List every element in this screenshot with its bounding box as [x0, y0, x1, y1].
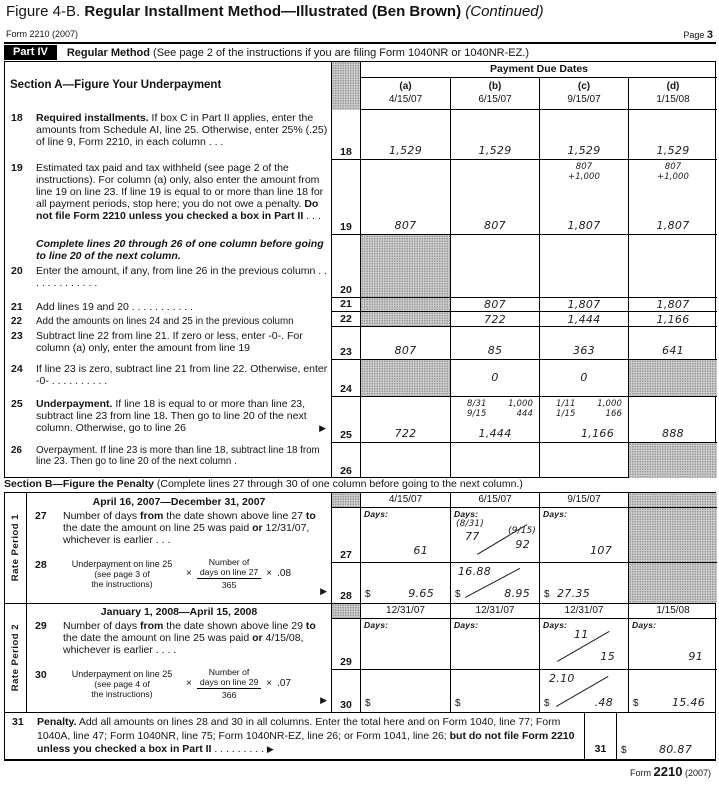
rp1-date-a: 4/15/07	[388, 494, 423, 505]
line-27-text: Number of days from the date shown above line 27 to the date the amount on line 25 was paid or 12/31/07, whichever is earlier . . .	[63, 510, 316, 546]
rate-period-1-block	[4, 492, 716, 603]
part-iv-bar	[4, 42, 716, 62]
cell-23b: 85	[450, 327, 539, 359]
cell-21c: 1,807	[539, 298, 628, 311]
cell-26b	[450, 443, 539, 478]
columns-note	[5, 238, 328, 262]
cell-18c: 1,529	[539, 110, 628, 159]
pointer-icon: ▶	[319, 423, 326, 433]
cell-20d	[628, 235, 717, 297]
line-28-fraction: Number of days on line 27 365	[197, 557, 261, 590]
row-number-cell: 22	[331, 312, 361, 326]
cell-18d: 1,529	[628, 110, 717, 159]
line-27-description	[27, 510, 327, 546]
line-25-text: Underpayment. If line 18 is equal to or more than line 23, subtract line 23 from line 18. Then go to line 20 of the next column. Otherwise, go to line 26	[36, 398, 307, 434]
cell-25c-annotation: 1/11 1,000 1/15 166	[556, 399, 622, 419]
cell-28b: 16.88 $ 8.95	[450, 563, 539, 603]
part-iv-badge: Part IV	[4, 45, 57, 60]
days-label: Days:	[454, 620, 479, 630]
table-row-20	[331, 235, 717, 298]
row-number-cell: 21	[331, 298, 361, 311]
row-number-cell: 18	[331, 110, 361, 159]
part-iv-name: Regular Method	[66, 46, 150, 59]
shaded-cell	[331, 62, 361, 110]
days-label: Days:	[364, 509, 389, 519]
rate-period-2-strip	[5, 604, 27, 712]
line-21-text: Add lines 19 and 20 . . . . . . . . . . .	[36, 301, 194, 313]
cell-20b	[450, 235, 539, 297]
cell-19d: 807 +1,000 1,807	[628, 160, 717, 234]
rate-period-2-label: Rate Period 2	[10, 624, 21, 692]
column-headers	[361, 78, 717, 110]
dollar-sign: $	[365, 589, 371, 600]
part-iv-note: (See page 2 of the instructions if you are filing Form 1040NR or 1040NR-EZ.)	[153, 46, 530, 59]
rate-period-2-block	[4, 603, 716, 712]
line-20-number: 20	[11, 265, 23, 277]
columns-note-text: Complete lines 20 through 26 of one column before going to line 20 of the next column.	[36, 238, 324, 262]
cell-29d: Days: 91	[628, 619, 717, 669]
shaded-cell	[361, 360, 450, 396]
line-29-text: Number of days from the date shown above line 29 to the date the amount on line 25 was paid or 4/15/08, whichever is earlier . . . .	[63, 620, 316, 656]
line-18-number: 18	[11, 112, 23, 124]
rate-period-2-descriptions	[27, 604, 331, 712]
rate-period-2-range: January 1, 2008—April 15, 2008	[100, 606, 258, 618]
line-21-description	[5, 301, 328, 313]
cell-25d: 888	[628, 397, 717, 442]
cell-26c	[539, 443, 628, 478]
days-label: Days:	[632, 620, 657, 630]
rp1-date-c: 9/15/07	[539, 493, 628, 507]
rate-period-2-grid	[331, 604, 717, 712]
row-number-cell: 30	[331, 670, 361, 712]
pointer-icon: ▶	[266, 744, 274, 754]
shaded-cell	[628, 360, 717, 396]
line-19-number: 19	[11, 162, 23, 174]
rate-period-1-strip	[5, 493, 27, 603]
column-header-d: (d) 1/15/08	[628, 78, 717, 110]
row-number-cell: 19	[331, 160, 361, 234]
cell-29b	[450, 619, 539, 669]
rate-period-1-label: Rate Period 1	[10, 514, 21, 582]
shaded-cell	[331, 604, 361, 618]
cell-30b	[450, 670, 539, 712]
rp2-date-b: 12/31/07	[450, 604, 539, 618]
line-20-text: Enter the amount, if any, from line 26 in the previous column . . . . . . . . . . . . .	[36, 265, 328, 289]
table-row-19	[331, 160, 717, 235]
cell-25c: 1/11 1,000 1/15 166 1,166	[539, 397, 628, 442]
row-number-cell: 20	[331, 235, 361, 297]
line-31-description: 31 Penalty. Add all amounts on lines 28 and 30 in all columns. Enter the total here and on Form 1040, line 77; Form 1040A, line 47; Form 1040NR, line 75; Form 1040NR-EZ, line 26; or Form 1041, line 26; but do not file Form 2210 unless you checked a box in Part II . . . . . . . . . ▶	[12, 716, 575, 755]
rate-period-1-range: April 16, 2007—December 31, 2007	[92, 496, 266, 508]
multiply-icon: ×	[186, 678, 192, 689]
rate-period-1-descriptions	[27, 493, 331, 603]
line-31-amount-cell: $ 80.87	[621, 743, 692, 756]
line-30-rate: .07	[277, 678, 292, 689]
line-31-number-cell: 31	[584, 713, 617, 759]
section-b-heading: Section B—Figure the Penalty (Complete lines 27 through 30 of one column before going to the next column.)	[4, 478, 523, 490]
multiply-icon: ×	[266, 678, 273, 689]
dollar-sign: $	[455, 698, 461, 709]
page-indicator	[683, 29, 713, 41]
line-30-factor-label: Underpayment on line 25 (see page 4 of the instructions)	[71, 668, 173, 699]
column-header-b: (b) 6/15/07	[450, 78, 539, 110]
shaded-cell	[361, 235, 450, 297]
row-number-cell: 23	[331, 327, 361, 359]
row-number-cell: 29	[331, 619, 361, 669]
row-number-cell: 24	[331, 360, 361, 396]
line-19-description	[5, 162, 328, 222]
cell-23c: 363	[539, 327, 628, 359]
cell-25b-annotation: 8/31 1,000 9/15 444	[467, 399, 533, 419]
dollar-sign: $	[621, 745, 627, 756]
section-a-grid	[331, 62, 717, 477]
line-28-formula	[27, 557, 331, 590]
dollar-sign: $	[455, 589, 461, 600]
line-30-formula	[27, 667, 331, 700]
rate-period-1-grid	[331, 493, 717, 603]
line-23-number: 23	[11, 330, 23, 342]
line-18-text: Required installments. If box C in Part II applies, enter the amounts from Schedule AI, line 25. Otherwise, enter 25% (.25) of line 9, Form 2210, in each column . . .	[36, 112, 328, 148]
dollar-sign: $	[544, 698, 550, 709]
section-a-table	[4, 62, 716, 478]
days-label: Days:	[543, 509, 568, 519]
multiply-icon: ×	[186, 568, 192, 579]
line-28-number: 28	[35, 559, 47, 571]
cell-29c: Days: 11 15	[539, 619, 628, 669]
cell-30a	[361, 670, 450, 712]
line-24-text: If line 23 is zero, subtract line 21 from line 22. Otherwise, enter -0- . . . . . . . . . .	[36, 363, 328, 387]
rp2-dates-row	[331, 604, 717, 619]
cell-18a: 1,529	[389, 144, 422, 157]
table-row-25	[331, 397, 717, 443]
line-27-number: 27	[35, 510, 47, 522]
cell-22b: 722	[450, 312, 539, 326]
cell-30d: $ 15.46	[628, 670, 717, 712]
line-26-text: Overpayment. If line 23 is more than line 18, subtract line 18 from line 23. Then go to line 20 of the next column .	[36, 445, 320, 467]
cell-27c: Days: 107	[539, 508, 628, 562]
shaded-cell	[628, 443, 717, 478]
rp2-date-c: 12/31/07	[539, 604, 628, 618]
row-number-cell: 28	[331, 563, 361, 603]
cell-26a	[361, 443, 450, 478]
line-23-description	[5, 330, 328, 354]
cell-19c-annotation: 807 +1,000	[567, 162, 601, 182]
rp1-dates-row	[331, 493, 717, 508]
cell-19d-annotation: 807 +1,000	[656, 162, 690, 182]
figure-title	[6, 3, 544, 20]
dollar-sign: $	[544, 589, 550, 600]
row-number-cell: 26	[331, 443, 361, 478]
shaded-cell	[361, 298, 450, 311]
line-18-description	[5, 112, 328, 148]
cell-27a: Days: 61	[364, 509, 428, 557]
section-a-heading: Section A—Figure Your Underpayment	[10, 79, 222, 91]
cell-29a	[361, 619, 450, 669]
cell-25a: 722	[394, 427, 417, 440]
line-28-rate: .08	[277, 568, 292, 579]
line-22-text: Add the amounts on lines 24 and 25 in the previous column	[36, 316, 294, 327]
shaded-cell	[331, 493, 361, 507]
multiply-icon: ×	[266, 568, 273, 579]
cell-23d: 641	[628, 327, 717, 359]
rp2-date-d: 1/15/08	[628, 604, 717, 618]
line-30-fraction: Number of days on line 29 366	[197, 667, 261, 700]
section-a-descriptions	[5, 62, 331, 477]
cell-22c: 1,444	[539, 312, 628, 326]
figure-title-continued: (Continued)	[465, 3, 544, 20]
rp1-date-b: 6/15/07	[450, 493, 539, 507]
table-row-27	[331, 508, 717, 563]
cell-24c: 0	[539, 360, 628, 396]
payment-due-dates-title: Payment Due Dates	[361, 62, 717, 78]
line-26-number: 26	[11, 445, 22, 456]
dollar-sign: $	[365, 698, 371, 709]
cell-19c: 807 +1,000 1,807	[539, 160, 628, 234]
cell-21d: 1,807	[628, 298, 717, 311]
line-22-number: 22	[11, 316, 22, 327]
shaded-cell	[628, 508, 717, 562]
line-29-description	[27, 620, 327, 656]
cell-30c: 2.10 $ .48	[539, 670, 628, 712]
line-28-factor-label: Underpayment on line 25 (see page 3 of the instructions)	[71, 558, 173, 589]
page-number: 3	[706, 29, 713, 41]
line-24-number: 24	[11, 363, 23, 375]
table-row-21	[331, 298, 717, 312]
line-31-row	[4, 712, 716, 761]
cell-19b: 807	[450, 160, 539, 234]
line-31-number: 31	[12, 716, 24, 728]
row-number-cell: 27	[331, 508, 361, 562]
line-30-number: 30	[35, 669, 47, 681]
table-row-23	[331, 327, 717, 360]
table-row-29	[331, 619, 717, 670]
shaded-cell	[361, 312, 450, 326]
days-label: Days:	[543, 620, 568, 630]
line-20-description	[5, 265, 328, 289]
line-25-number: 25	[11, 398, 23, 410]
page-footer: Form 2210 (2007)	[630, 764, 711, 779]
pointer-icon: ▶	[320, 695, 327, 705]
cell-21b: 807	[450, 298, 539, 311]
line-21-number: 21	[11, 301, 23, 313]
line-19-text: Estimated tax paid and tax withheld (see page 2 of the instructions). For column (a) only, also enter the amount from line 19 on line 23. If line 19 is equal to or more than line 18 for all payment periods, stop here; you do not owe a penalty. Do not file Form 2210 unless you checked a box in Part II . . .	[36, 162, 324, 222]
rp2-date-a: 12/31/07	[386, 605, 425, 616]
cell-22d: 1,166	[628, 312, 717, 326]
days-label: Days:	[364, 620, 389, 630]
column-header-c: (c) 9/15/07	[539, 78, 628, 110]
table-row-22	[331, 312, 717, 327]
line-23-text: Subtract line 22 from line 21. If zero or less, enter -0-. For column (a) only, enter the amount from line 19	[36, 330, 303, 354]
cell-28a: $ 9.65	[365, 587, 434, 600]
cell-25b: 8/31 1,000 9/15 444 1,444	[450, 397, 539, 442]
line-24-description	[5, 363, 328, 387]
column-header-a: (a) 4/15/07	[388, 81, 423, 105]
table-row-26	[331, 443, 717, 478]
cell-28c: $ 27.35	[539, 563, 628, 603]
shaded-cell	[628, 563, 717, 603]
table-row-28	[331, 563, 717, 603]
line-26-description	[5, 445, 328, 467]
table-row-24	[331, 360, 717, 397]
cell-18b: 1,529	[450, 110, 539, 159]
figure-title-main: Regular Installment Method—Illustrated (Ben Brown)	[84, 3, 462, 20]
line-25-description	[5, 398, 328, 434]
shaded-cell	[628, 493, 717, 507]
form-id: Form 2210 (2007)	[6, 29, 79, 39]
cell-20c	[539, 235, 628, 297]
cell-23a: 807	[394, 344, 417, 357]
cell-27b: Days: (8/31) 77 (9/15) 92	[450, 508, 539, 562]
grid-header	[331, 62, 717, 110]
line-22-description	[5, 316, 328, 327]
table-row-30	[331, 670, 717, 712]
cell-19a: 807	[394, 219, 417, 232]
dollar-sign: $	[633, 698, 639, 709]
pointer-icon: ▶	[320, 586, 327, 596]
table-row-18	[331, 110, 717, 160]
days-label: Days:	[454, 509, 479, 519]
page-word: Page	[683, 30, 705, 40]
cell-24b: 0	[450, 360, 539, 396]
figure-title-prefix: Figure 4-B.	[6, 3, 81, 20]
row-number-cell: 25	[331, 397, 361, 442]
form-header-line	[6, 29, 713, 41]
line-29-number: 29	[35, 620, 47, 632]
